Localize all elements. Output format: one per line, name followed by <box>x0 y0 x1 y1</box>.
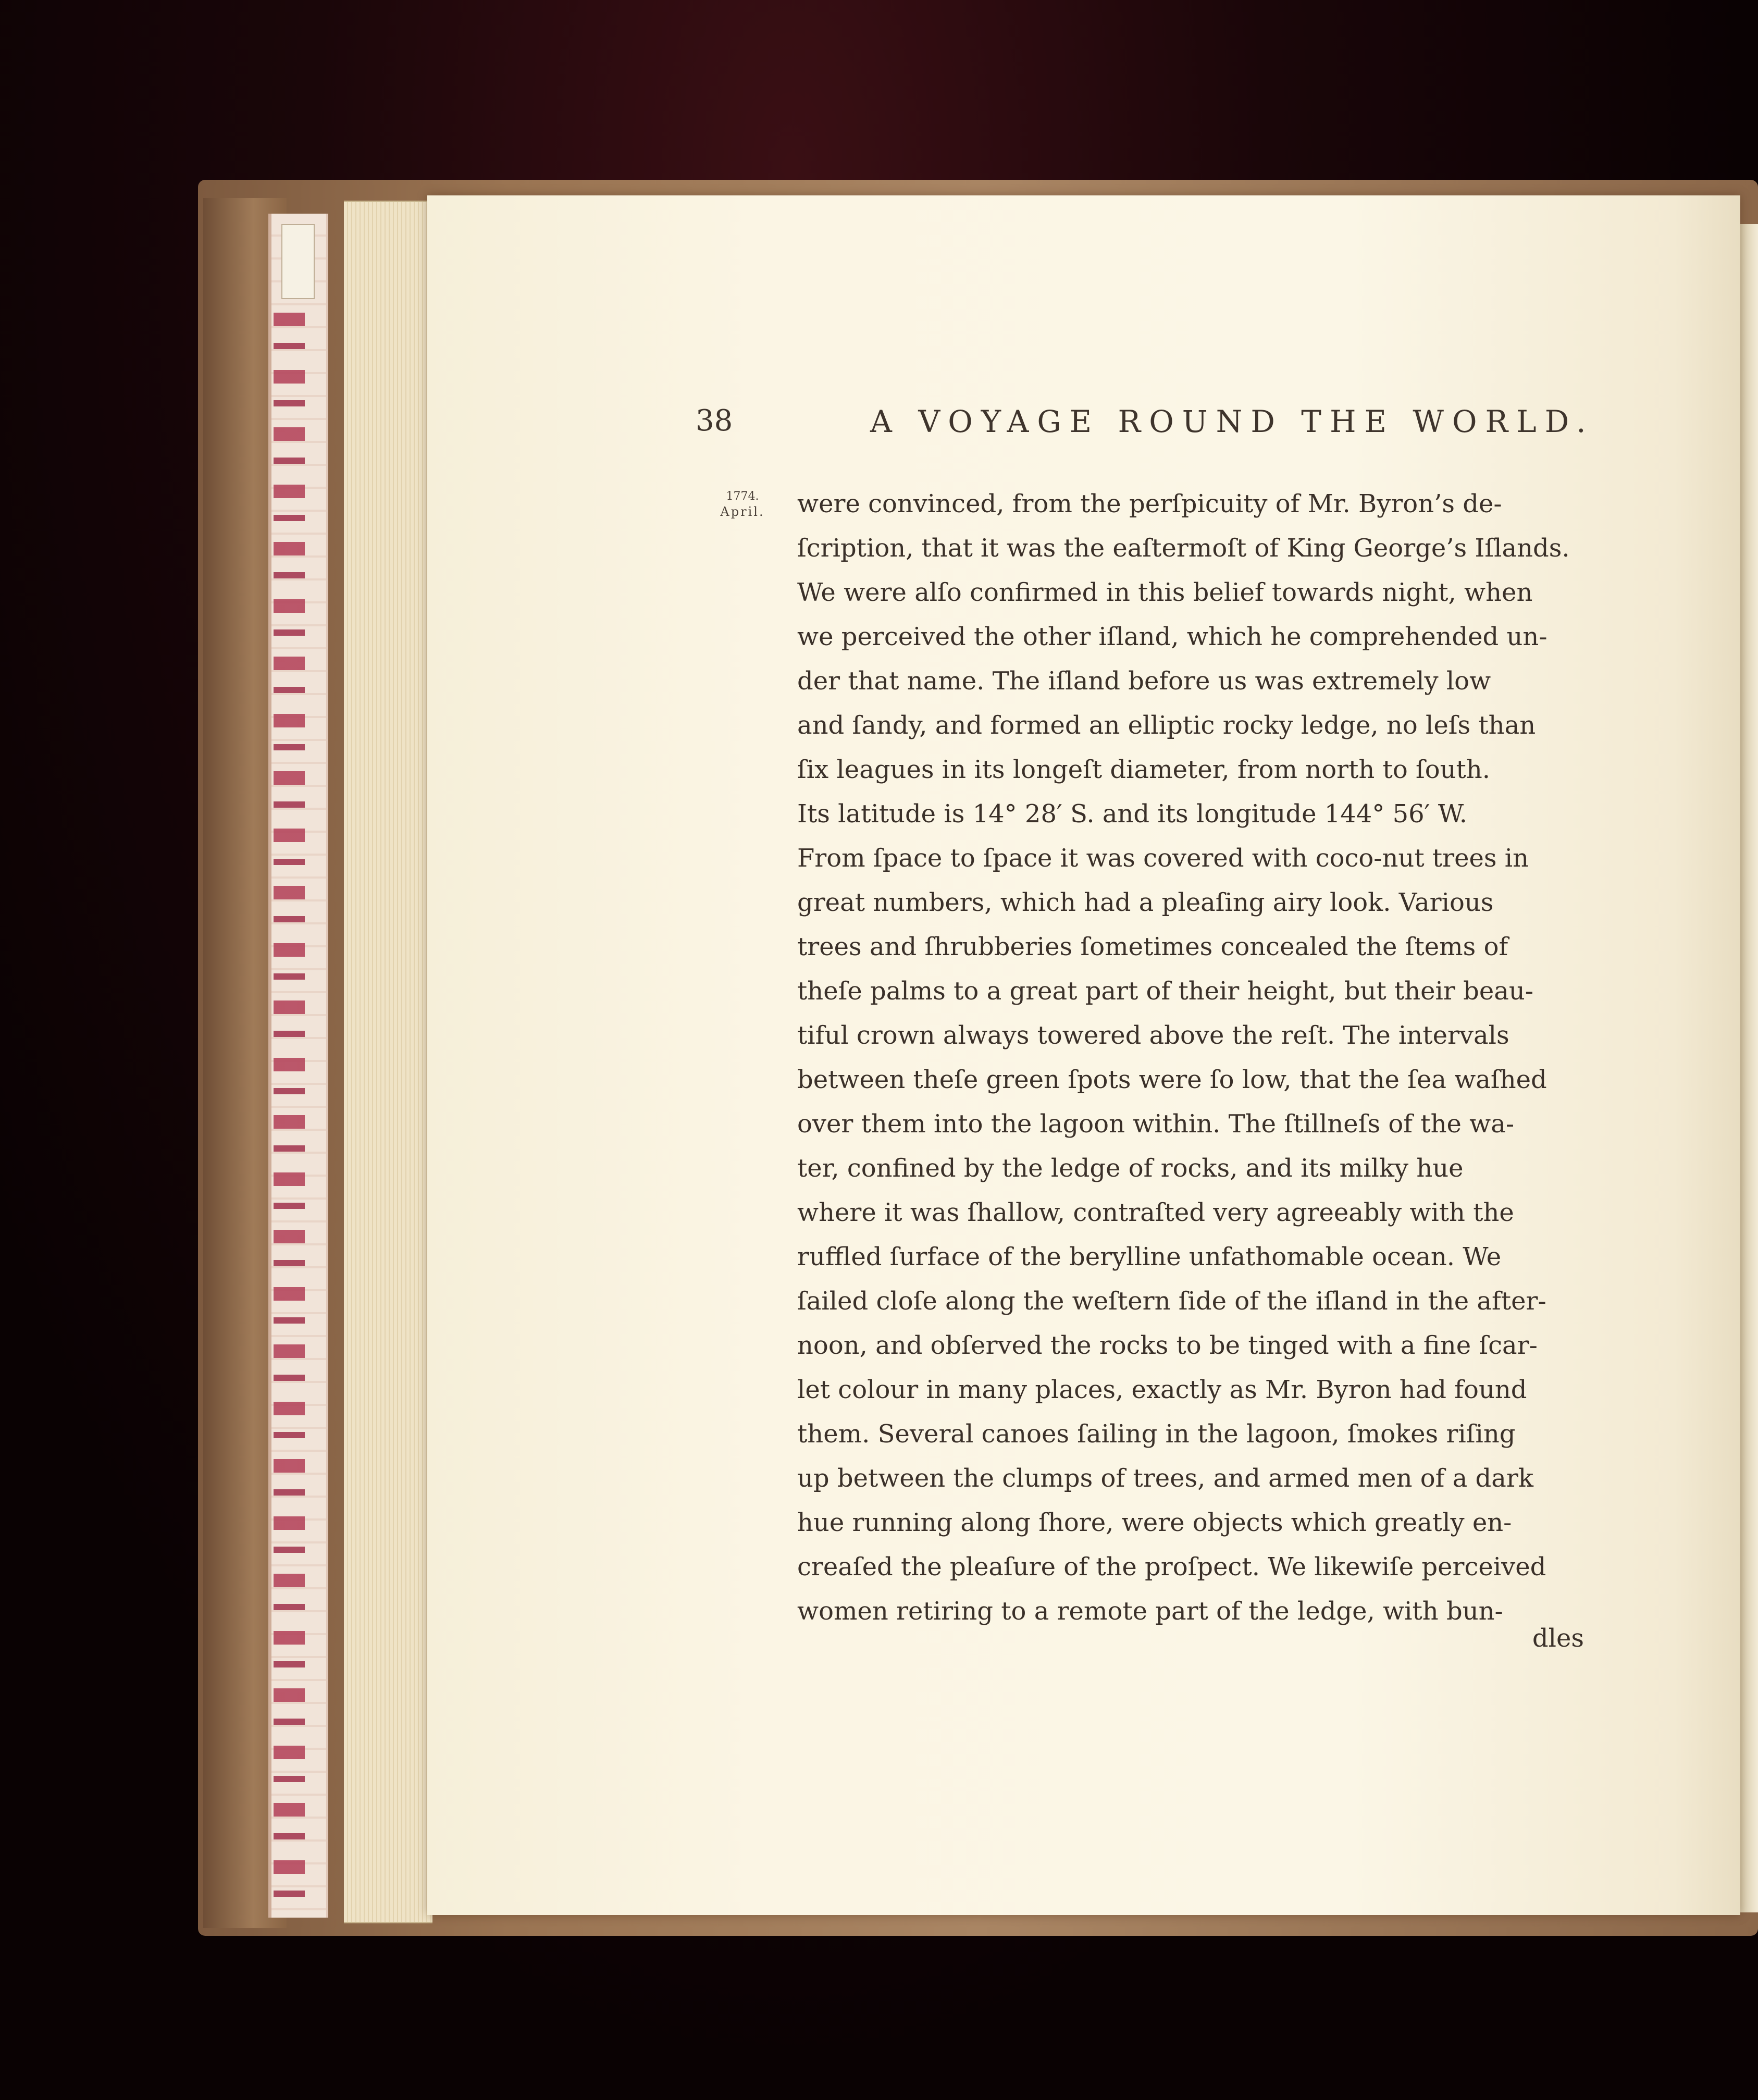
text-line: women retiring to a remote part of the ledge, with bun- <box>797 1597 1503 1626</box>
margin-month: April. <box>720 504 765 519</box>
flyleaf-tab <box>281 224 315 299</box>
text-line: hue running along ſhore, were objects which greatly en- <box>797 1508 1512 1537</box>
text-line: we perceived the other iſland, which he comprehended un- <box>797 622 1547 651</box>
margin-date-note <box>714 491 771 518</box>
text-line: From ſpace to ſpace it was covered with coco-nut trees in <box>797 844 1529 873</box>
text-line: up between the clumps of trees, and armed men of a dark <box>797 1464 1533 1493</box>
text-line: were convinced, from the perſpicuity of Mr. Byron’s de- <box>797 489 1502 518</box>
text-line: noon, and obſerved the rocks to be tinged with a fine ſcar- <box>797 1331 1538 1360</box>
text-line: ſcription, that it was the eaſtermoſt of King George’s Iſlands. <box>797 534 1570 563</box>
text-line: between theſe green ſpots were ſo low, that the ſea waſhed <box>797 1065 1547 1094</box>
text-line: creaſed the pleaſure of the proſpect. We likewiſe perceived <box>797 1552 1546 1582</box>
text-line: let colour in many places, exactly as Mr. Byron had found <box>797 1375 1527 1404</box>
text-line: them. Several canoes ſailing in the lagoon, ſmokes riſing <box>797 1419 1516 1449</box>
page-number: 38 <box>696 404 733 438</box>
text-line: ter, confined by the ledge of rocks, and its milky hue <box>797 1154 1464 1183</box>
endpaper-pattern <box>274 313 305 1907</box>
text-line: tiful crown always towered above the reſt. The intervals <box>797 1021 1509 1050</box>
text-line: We were alſo confirmed in this belief towards night, when <box>797 578 1533 607</box>
page-edges <box>344 201 432 1923</box>
running-head: A VOYAGE ROUND THE WORLD. <box>870 404 1594 439</box>
text-line: der that name. The iſland before us was extremely low <box>797 666 1491 696</box>
text-line: and ſandy, and formed an elliptic rocky ledge, no leſs than <box>797 711 1536 740</box>
body-text <box>797 482 1589 1634</box>
text-line: ſix leagues in its longeſt diameter, from north to ſouth. <box>797 755 1491 784</box>
text-line: ſailed cloſe along the weſtern ſide of the iſland in the after- <box>797 1287 1546 1316</box>
text-line: trees and ſhrubberies ſometimes concealed the ſtems of <box>797 932 1508 961</box>
text-line: Its latitude is 14° 28′ S. and its longitude 144° 56′ W. <box>797 799 1468 829</box>
text-line: theſe palms to a great part of their height, but their beau- <box>797 977 1533 1006</box>
text-line: great numbers, which had a pleaſing airy look. Various <box>797 888 1494 917</box>
catchword: dles <box>1532 1624 1584 1653</box>
text-line: ruffled ſurface of the berylline unfathomable ocean. We <box>797 1242 1502 1271</box>
margin-year: 1774. <box>726 490 759 503</box>
text-line: where it was ſhallow, contraſted very agreeably with the <box>797 1198 1514 1227</box>
text-line: over them into the lagoon within. The ſtillneſs of the wa- <box>797 1109 1515 1139</box>
